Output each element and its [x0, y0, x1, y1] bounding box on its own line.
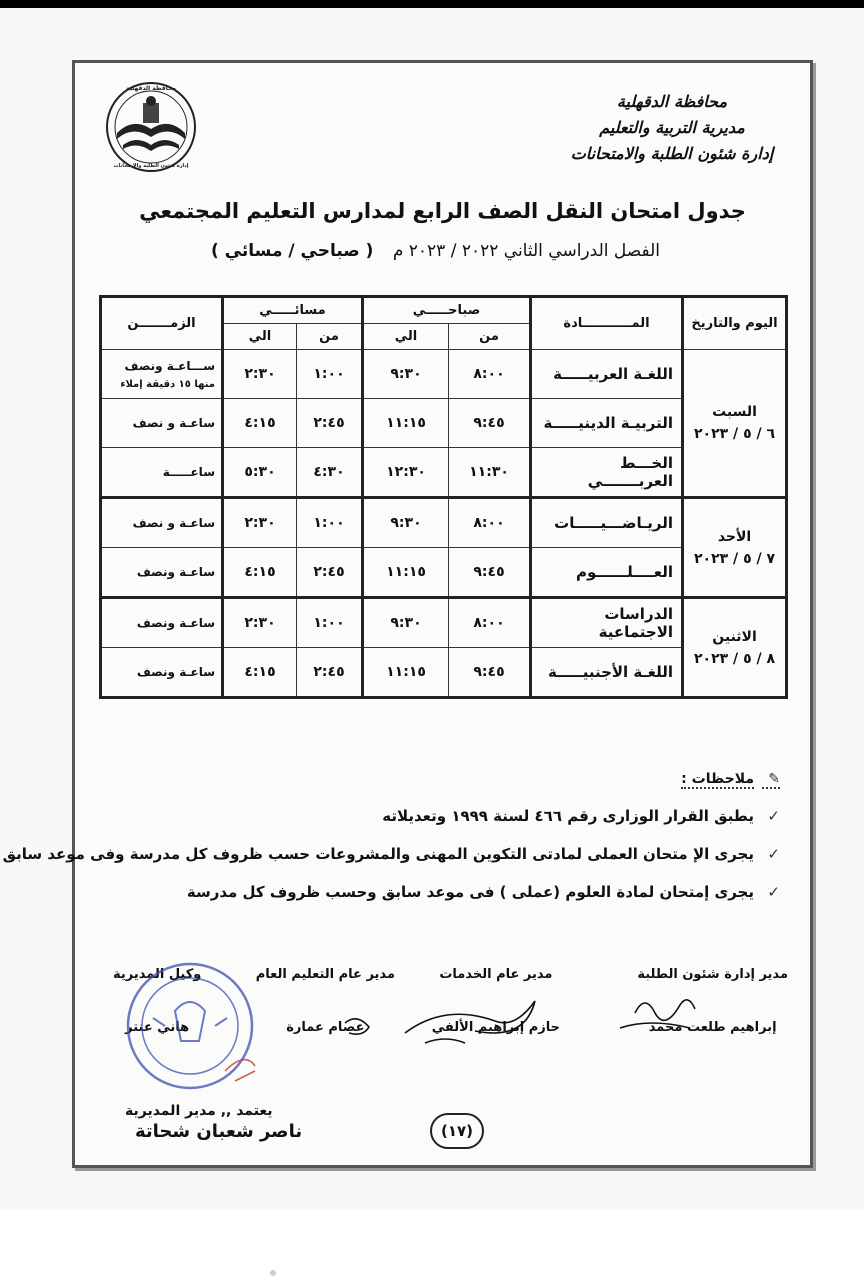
shift: ( صباحي / مسائي ) [211, 241, 374, 261]
notes-heading: ✎ملاحظات : [681, 771, 780, 787]
evening-to-cell: ٤:١٥ [223, 648, 297, 698]
approver-name: ناصر شعبان شحاتة [135, 1121, 303, 1142]
day-name: الأحد [717, 528, 752, 545]
morning-from-cell: ٨:٠٠ [449, 498, 531, 548]
day-date: ٨ / ٥ / ٢٠٢٣ [694, 650, 776, 667]
day-name: الاثنين [712, 628, 757, 645]
morning-from-cell: ٩:٤٥ [449, 648, 531, 698]
evening-to-cell: ٤:١٥ [223, 548, 297, 598]
morning-from-cell: ٩:٤٥ [449, 548, 531, 598]
subject-cell: العــــلــــــوم [531, 548, 683, 598]
day-cell [683, 598, 787, 698]
governorate: محافظة الدقهلية [616, 92, 728, 111]
official-seal [105, 951, 275, 1101]
header-duration: الزمـــــــن [101, 297, 223, 350]
evening-to-cell: ٥:٣٠ [223, 448, 297, 498]
table-header-row [101, 297, 787, 324]
duration-cell: ساعـة و نصف [101, 498, 223, 548]
subject-cell: اللغـة الأجنبيـــــة [531, 648, 683, 698]
morning-to-cell: ١٢:٣٠ [363, 448, 449, 498]
signatory-title: وكيل المديرية [113, 967, 202, 982]
letterhead [552, 89, 792, 167]
evening-to-cell: ٢:٣٠ [223, 350, 297, 399]
pencil-icon: ✎ [762, 771, 780, 789]
table-row [101, 498, 787, 548]
header-morning: صباحـــــي [363, 297, 531, 324]
logo-text-top: محافظة الدقهلية [126, 85, 176, 92]
evening-from-cell: ١:٠٠ [297, 498, 363, 548]
evening-to-cell: ٤:١٥ [223, 399, 297, 448]
header-evening-to: الي [223, 324, 297, 350]
note-item: ✓يطبق القرار الوزارى رقم ٤٦٦ لسنة ١٩٩٩ وتعديلاته [382, 807, 780, 825]
document-subtitle [211, 241, 660, 261]
morning-from-cell: ٨:٠٠ [449, 598, 531, 648]
directorate-logo [103, 77, 199, 177]
notes-section [2, 771, 780, 921]
signatory-name: عصام عمارة [286, 1020, 365, 1035]
dot-icon [270, 1270, 276, 1276]
morning-from-cell: ١١:٣٠ [449, 448, 531, 498]
evening-to-cell: ٢:٣٠ [223, 598, 297, 648]
header-evening: مسائـــــي [223, 297, 363, 324]
day-date: ٦ / ٥ / ٢٠٢٣ [694, 426, 776, 442]
checkmark-icon: ✓ [767, 845, 780, 863]
header-evening-from: من [297, 324, 363, 350]
signatory-name: هاني عنتر [125, 1020, 190, 1035]
header-subject: المـــــــــــادة [531, 297, 683, 350]
subject-cell: الريـاضـــيـــــات [531, 498, 683, 548]
morning-to-cell: ١١:١٥ [363, 648, 449, 698]
evening-from-cell: ٢:٤٥ [297, 548, 363, 598]
directorate: مديرية التربية والتعليم [599, 118, 745, 137]
duration-cell [101, 350, 223, 399]
duration-cell: ساعـة ونصف [101, 548, 223, 598]
signatory-name: إبراهيم طلعت محمد [648, 1020, 777, 1035]
checkmark-icon: ✓ [767, 883, 780, 901]
page-number: (١٧) [430, 1113, 484, 1149]
evening-from-cell: ١:٠٠ [297, 598, 363, 648]
checkmark-icon: ✓ [767, 807, 780, 825]
duration-cell: ساعـــــة [101, 448, 223, 498]
evening-from-cell: ٤:٣٠ [297, 448, 363, 498]
approval-label: يعتمد ,, مدير المديرية [125, 1103, 273, 1119]
evening-from-cell: ٢:٤٥ [297, 648, 363, 698]
duration-cell: ساعـة ونصف [101, 648, 223, 698]
document-title: جدول امتحان النقل الصف الرابع لمدارس التعليم المجتمعي [139, 199, 746, 223]
duration-cell: ساعـة ونصف [101, 598, 223, 648]
subject-cell: اللغـة العربيـــــة [531, 350, 683, 399]
duration-cell: ساعـة و نصف [101, 399, 223, 448]
exam-schedule-table [99, 295, 788, 699]
signatory-title: مدير عام الخدمات [439, 967, 553, 982]
logo-text-bottom: إدارة شئون الطلبة والامتحانات [113, 163, 189, 169]
signatory-name: حازم إبراهيم الألفي [431, 1020, 560, 1035]
evening-from-cell: ١:٠٠ [297, 350, 363, 399]
signatory-title: مدير عام التعليم العام [255, 967, 395, 982]
evening-to-cell: ٢:٣٠ [223, 498, 297, 548]
table-row [101, 598, 787, 648]
day-cell [683, 498, 787, 598]
subject-cell: الخـــط العربـــــــي [531, 448, 683, 498]
document-frame [2, 60, 813, 1168]
duration-text: ســـاعـة ونصف [124, 358, 215, 373]
page [0, 8, 864, 1210]
signatory-title: مدير إدارة شئون الطلبة [637, 967, 788, 982]
term: الفصل الدراسي الثاني ٢٠٢٢ / ٢٠٢٣ م [392, 241, 660, 261]
table-row [101, 350, 787, 399]
day-cell [683, 350, 787, 498]
day-name: السبت [712, 404, 757, 420]
note-item: ✓يجرى الإ متحان العملى لمادتى التكوين المهنى والمشروعات حسب ظروف كل مدرسة وفى موعد سابق [2, 845, 780, 863]
header-morning-to: الي [363, 324, 449, 350]
department: إدارة شئون الطلبة والامتحانات [570, 144, 774, 163]
morning-from-cell: ٨:٠٠ [449, 350, 531, 399]
subject-cell: التربيـة الدينيـــــة [531, 399, 683, 448]
morning-to-cell: ١١:١٥ [363, 399, 449, 448]
evening-from-cell: ٢:٤٥ [297, 399, 363, 448]
header-morning-from: من [449, 324, 531, 350]
bottom-bar [0, 1210, 864, 1280]
day-date: ٧ / ٥ / ٢٠٢٣ [694, 550, 776, 567]
morning-to-cell: ٩:٣٠ [363, 498, 449, 548]
note-item: ✓يجرى إمتحان لمادة العلوم (عملى ) فى موعد سابق وحسب ظروف كل مدرسة [186, 883, 780, 901]
morning-to-cell: ١١:١٥ [363, 548, 449, 598]
morning-to-cell: ٩:٣٠ [363, 350, 449, 399]
subject-cell: الدراسات الاجتماعية [531, 598, 683, 648]
morning-to-cell: ٩:٣٠ [363, 598, 449, 648]
morning-from-cell: ٩:٤٥ [449, 399, 531, 448]
header-day-date: اليوم والتاريخ [683, 297, 787, 350]
duration-note: منها ١٥ دقيقة إملاء [120, 378, 215, 390]
